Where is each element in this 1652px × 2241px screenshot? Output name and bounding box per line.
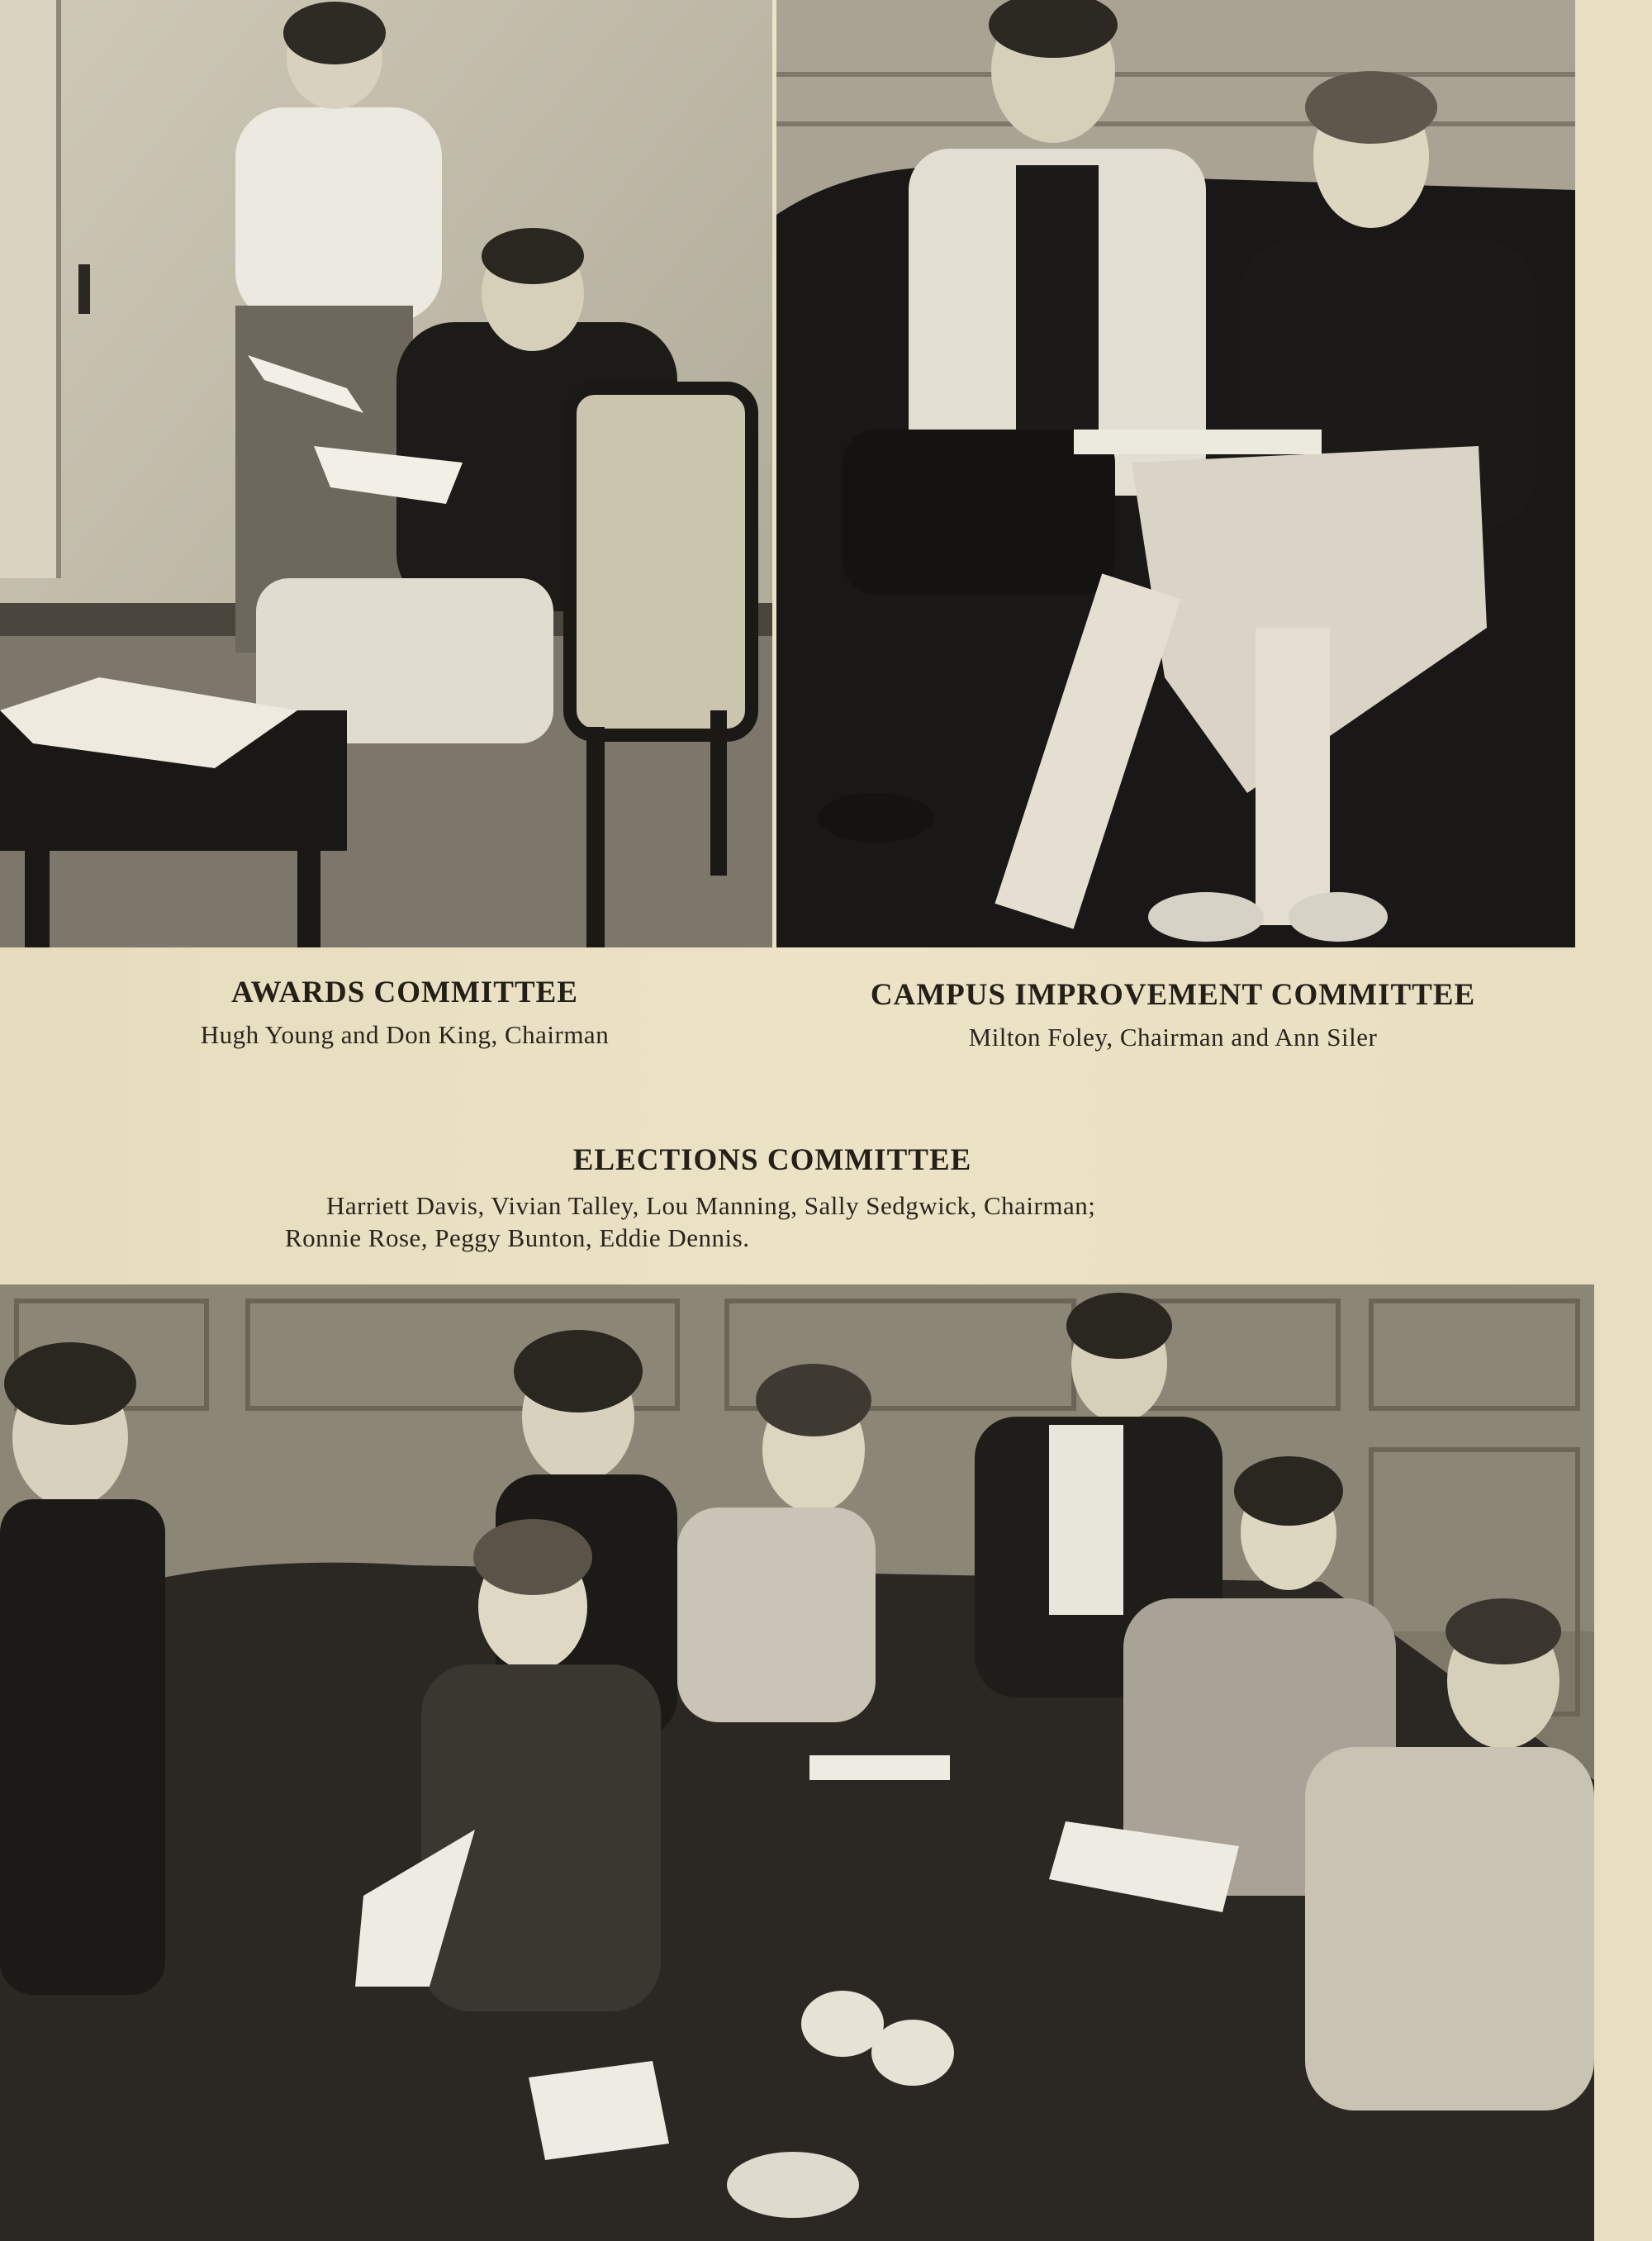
elections-committee-names xyxy=(285,1189,1276,1254)
campus-improvement-committee-photo xyxy=(776,0,1575,947)
elections-names-line-1: Harriett Davis, Vivian Talley, Lou Manning, Sally Sedgwick, Chairman; xyxy=(326,1191,1096,1220)
campus-committee-title: CAMPUS IMPROVEMENT COMMITTEE xyxy=(870,978,1476,1012)
campus-committee-names: Milton Foley, Chairman and Ann Siler xyxy=(968,1023,1378,1052)
campus-caption xyxy=(826,977,1520,1052)
awards-caption xyxy=(116,975,694,1050)
elections-committee-title: ELECTIONS COMMITTEE xyxy=(572,1143,972,1177)
elections-names-line-2: Ronnie Rose, Peggy Bunton, Eddie Dennis. xyxy=(285,1223,750,1252)
awards-committee-names: Hugh Young and Don King, Chairman xyxy=(200,1020,610,1049)
awards-committee-photo xyxy=(0,0,772,947)
awards-committee-title: AWARDS COMMITTEE xyxy=(231,976,578,1009)
elections-committee-photo xyxy=(0,1284,1594,2241)
